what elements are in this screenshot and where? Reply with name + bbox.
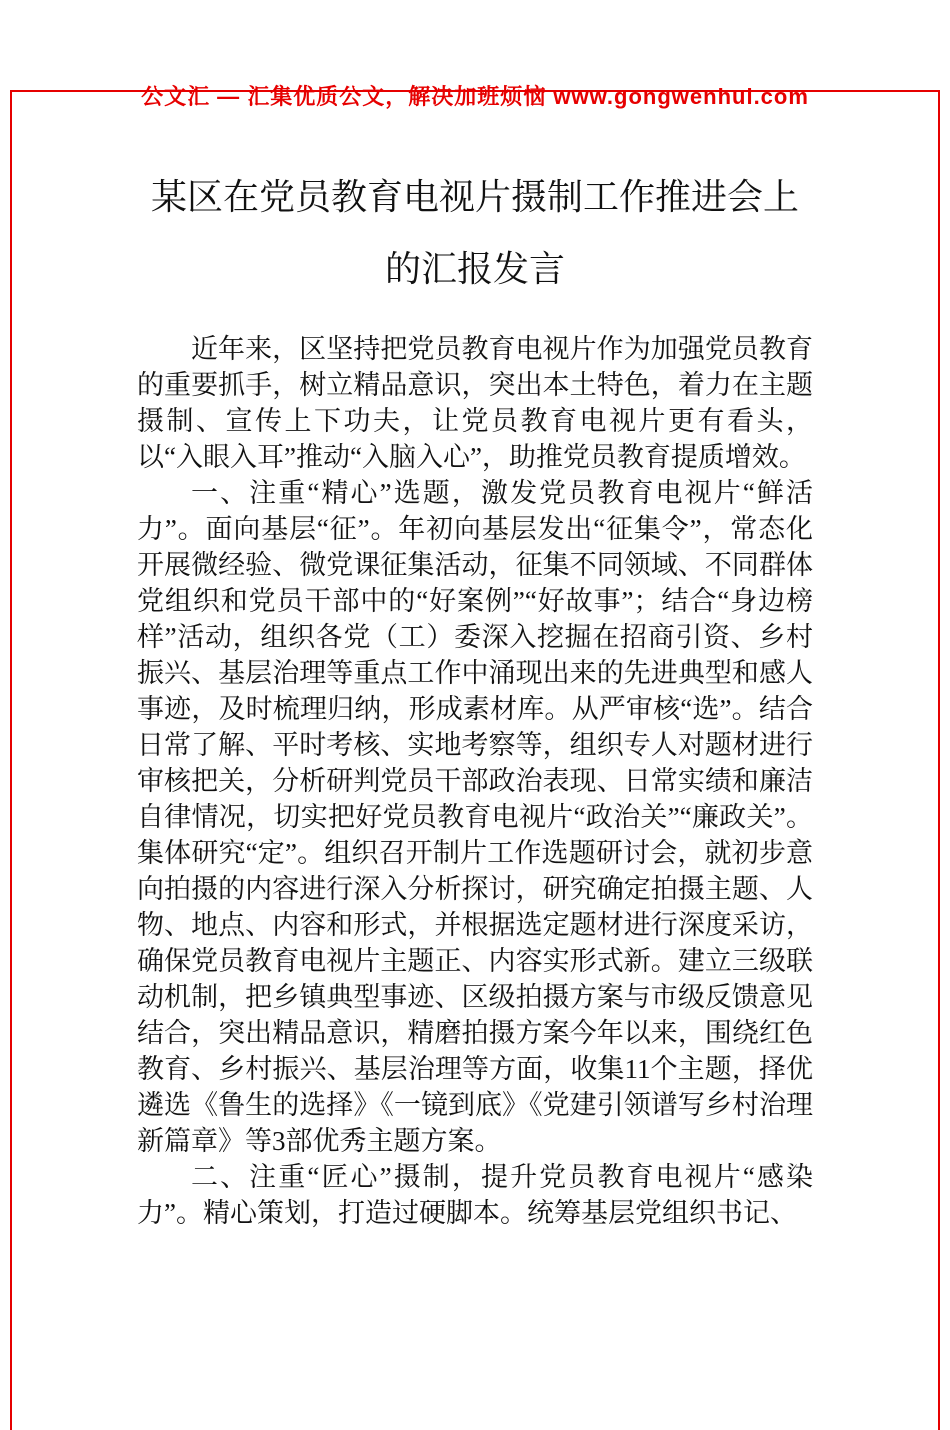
document-title: 某区在党员教育电视片摄制工作推进会上的汇报发言 (150, 177, 799, 289)
document-body (137, 331, 813, 1231)
paragraph: 一、注重“精心”选题，激发党员教育电视片“鲜活力”。面向基层“征”。年初向基层发出“征集令”，常态化开展微经验、微党课征集活动，征集不同领域、不同群体党组织和党员干部中的“好案例”“好故事”；结合“身边榜样”活动，组织各党（工）委深入挖掘在招商引资、乡村振兴、基层治理等重点工作中涌现出来的先进典型和感人事迹，及时梳理归纳，形成素材库。从严审核“选”。结合日常了解、平时考核、实地考察等，组织专人对题材进行审核把关，分析研判党员干部政治表现、日常实绩和廉洁自律情况，切实把好党员教育电视片“政治关”“廉政关”。集体研究“定”。组织召开制片工作选题研讨会，就初步意向拍摄的内容进行深入分析探讨，研究确定拍摄主题、人物、地点、内容和形式，并根据选定题材进行深度采访，确保党员教育电视片主题正、内容实形式新。建立三级联动机制，把乡镇典型事迹、区级拍摄方案与市级反馈意见结合，突出精品意识，精磨拍摄方案今年以来，围绕红色教育、乡村振兴、基层治理等方面，收集11个主题，择优遴选《鲁生的选择》《一镜到底》《党建引领谱写乡村治理新篇章》等3部优秀主题方案。 (137, 478, 813, 1156)
document-page (0, 80, 950, 1424)
watermark-header: 公文汇 — 汇集优质公文，解决加班烦恼 www.gongwenhui.com (141, 84, 809, 109)
paragraph: 二、注重“匠心”摄制，提升党员教育电视片“感染力”。精心策划，打造过硬脚本。统筹基层党组织书记、 (137, 1162, 813, 1228)
paragraph: 近年来，区坚持把党员教育电视片作为加强党员教育的重要抓手，树立精品意识，突出本土特色，着力在主题摄制、宣传上下功夫，让党员教育电视片更有看头，以“入眼入耳”推动“入脑入心”，助推党员教育提质增效。 (137, 334, 813, 472)
